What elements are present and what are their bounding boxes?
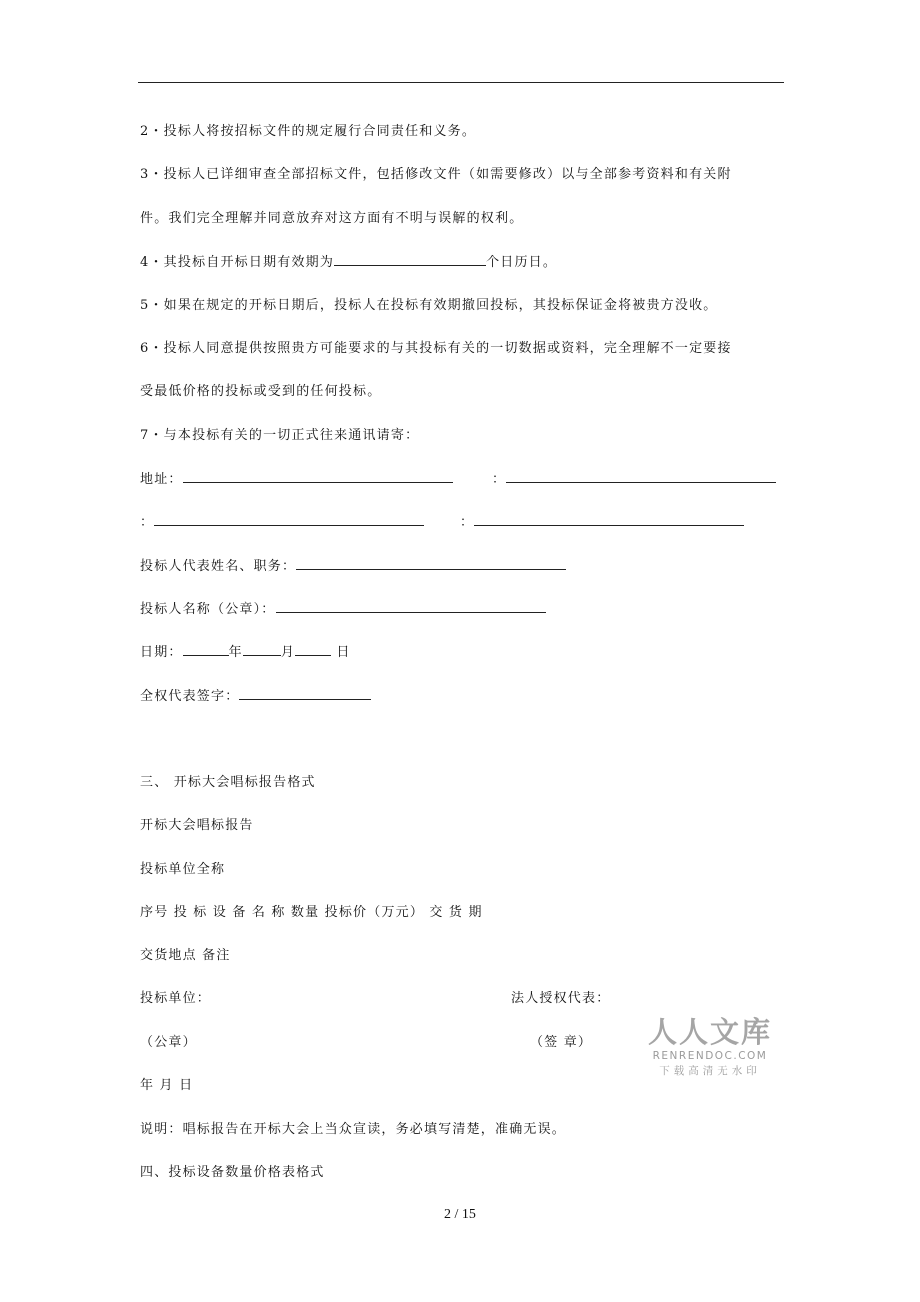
signature-field: [140, 687, 371, 706]
bidder-unit-label: 投标单位：: [140, 991, 212, 1006]
report-columns: 序号 投 标 设 备 名 称 数量 投标价（万元） 交 货 期: [140, 905, 483, 920]
clause-6-line-1: 6・投标人同意提供按照贵方可能要求的与其投标有关的一切数据或资料，完全理解不一定要接: [140, 341, 732, 356]
rep-name-blank[interactable]: [296, 557, 566, 570]
page-number: 2 / 15: [444, 1207, 476, 1222]
day-blank[interactable]: [295, 643, 331, 656]
clause-2: 2・投标人将按招标文件的规定履行合同责任和义务。: [140, 124, 477, 139]
section-4-heading: 四、投标设备数量价格表格式: [140, 1165, 325, 1180]
contact-blank-3[interactable]: [154, 513, 424, 526]
report-title: 开标大会唱标报告: [140, 818, 254, 833]
validity-days-blank[interactable]: [334, 253, 486, 266]
contact-blank-2[interactable]: [506, 470, 776, 483]
clause-4-suffix: 个日历日。: [486, 255, 558, 270]
rep-name-label: 投标人代表姓名、职务：: [140, 559, 297, 574]
clause-7: 7・与本投标有关的一切正式往来通讯请寄：: [140, 428, 420, 443]
clause-4: [140, 253, 557, 272]
address-field: [140, 470, 453, 489]
month-blank[interactable]: [243, 643, 281, 656]
unit-full-name: 投标单位全称: [140, 862, 226, 877]
contact-field-4: [460, 513, 744, 532]
watermark-url: RENRENDOC.COM: [652, 1050, 768, 1062]
clause-6-line-2: 受最低价格的投标或受到的任何投标。: [140, 384, 382, 399]
rep-name-field: [140, 557, 566, 576]
header-rule: [138, 82, 784, 83]
contact-field-3: [140, 513, 424, 532]
day-label: 日: [331, 645, 351, 660]
contact-field-2: [492, 470, 776, 489]
bidder-name-blank[interactable]: [276, 600, 546, 613]
date-label: 日期：: [140, 645, 183, 660]
year-blank[interactable]: [183, 643, 229, 656]
bidder-name-field: [140, 600, 546, 619]
colon-label: ：: [492, 472, 507, 487]
address-blank[interactable]: [183, 470, 453, 483]
report-note: 说明：唱标报告在开标大会上当众宣读，务必填写清楚，准确无误。: [140, 1122, 567, 1137]
clause-3-line-1: 3・投标人已详细审查全部招标文件，包括修改文件（如需要修改）以与全部参考资料和有关附: [140, 167, 732, 182]
signature-blank[interactable]: [239, 687, 371, 700]
seal-label: （公章）: [140, 1035, 197, 1050]
watermark-logo: [645, 1015, 775, 1079]
section-3-heading: 三、 开标大会唱标报告格式: [140, 775, 316, 790]
address-label: 地址：: [140, 472, 183, 487]
year-label: 年: [228, 645, 243, 660]
contact-blank-4[interactable]: [474, 513, 744, 526]
watermark-slogan: 下载高清无水印: [659, 1065, 761, 1077]
signature-label: 全权代表签字：: [140, 689, 240, 704]
report-columns-2: 交货地点 备注: [140, 948, 231, 963]
colon-label: ：: [460, 515, 475, 530]
watermark-title: 人人文库: [647, 1015, 772, 1049]
month-label: 月: [280, 645, 296, 660]
clause-3-line-2: 件。我们完全理解并同意放弃对这方面有不明与误解的权利。: [140, 211, 524, 226]
date-field: [140, 643, 351, 662]
date-ymd: 年 月 日: [140, 1078, 194, 1093]
clause-4-text: 4・其投标自开标日期有效期为: [140, 255, 335, 270]
colon-label: ：: [140, 515, 155, 530]
bidder-name-label: 投标人名称（公章）：: [140, 602, 276, 617]
legal-rep-label: 法人授权代表：: [511, 991, 611, 1006]
sign-label: （签 章）: [530, 1035, 593, 1050]
clause-5: 5・如果在规定的开标日期后，投标人在投标有效期撤回投标，其投标保证金将被贵方没收。: [140, 298, 718, 313]
